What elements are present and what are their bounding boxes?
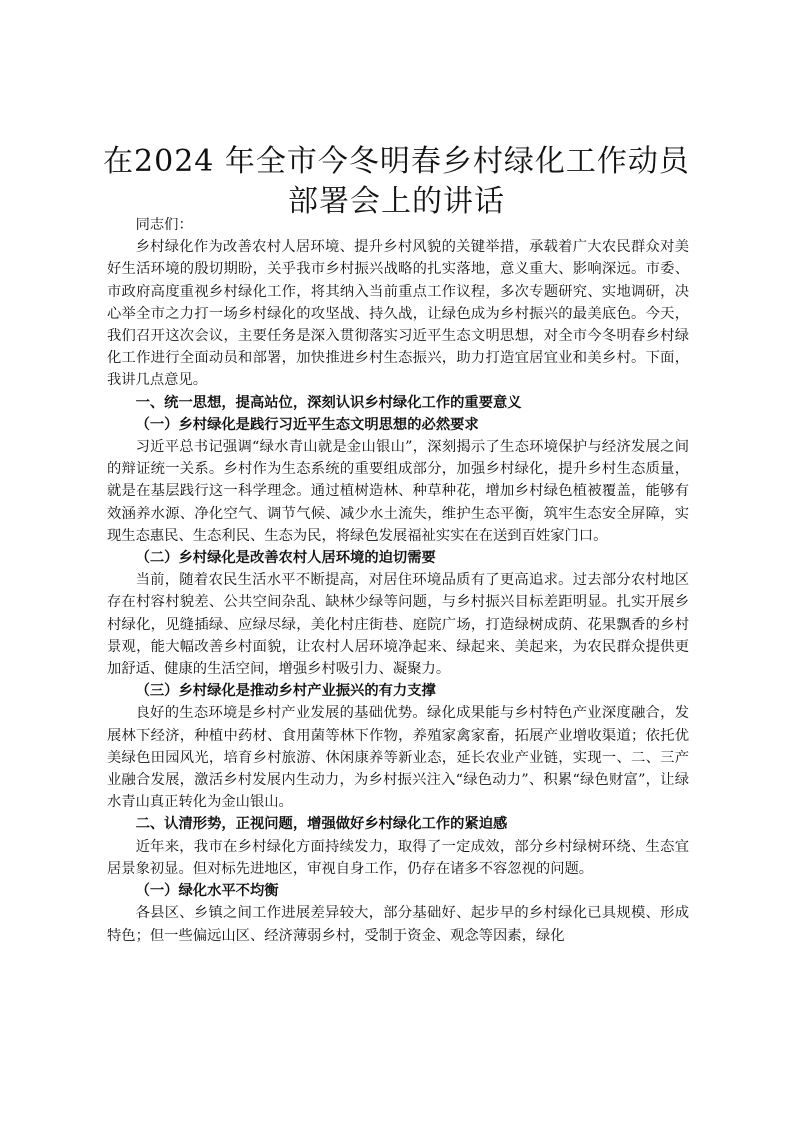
body-paragraph: 当前，随着农民生活水平不断提高，对居住环境品质有了更高追求。过去部分农村地区存在村容村貌差、公共空间杂乱、缺林少绿等问题，与乡村振兴目标差距明显。扎实开展乡村绿化，见缝插绿、应绿尽绿，美化村庄街巷、庭院广场，打造绿树成荫、花果飘香的乡村景观，能大幅改善乡村面貌，让农村人居环境净起来、绿起来、美起来，为农民群众提供更加舒适、健康的生活空间，增强乡村吸引力、凝聚力。: [107, 572, 689, 678]
body-paragraph: 良好的生态环境是乡村产业发展的基础优势。绿化成果能与乡村特色产业深度融合，发展林下经济，种植中药材、食用菌等林下作物，养殖家禽家畜，拓展产业增收渠道；依托优美绿色田园风光，培育乡村旅游、休闲康养等新业态，延长农业产业链，实现一、二、三产业融合发展，激活乡村发展内生动力，为乡村振兴注入“绿色动力”、积累“绿色财富”，让绿水青山真正转化为金山银山。: [107, 705, 689, 811]
salutation: 同志们：: [135, 217, 193, 233]
section-heading: （二）乡村绿化是改善农村人居环境的迫切需要: [135, 550, 436, 567]
body-paragraph: 各县区、乡镇之间工作进展差异较大，部分基础好、起步早的乡村绿化已具规模、形成特色；但一些偏远山区、经济薄弱乡村，受制于资金、观念等因素，绿化: [107, 905, 689, 944]
section-heading: 一、统一思想，提高站位，深刻认识乡村绿化工作的重要意义: [135, 394, 522, 411]
document-title: 在2024 年全市今冬明春乡村绿化工作动员部署会上的讲话: [103, 144, 690, 219]
section-heading: 二、认清形势，正视问题，增强做好乡村绿化工作的紧迫感: [135, 816, 508, 833]
section-heading: （三）乡村绿化是推动乡村产业振兴的有力支撑: [135, 683, 436, 700]
document-body: [107, 214, 689, 947]
body-paragraph: 近年来，我市在乡村绿化方面持续发力，取得了一定成效，部分乡村绿树环绕、生态宜居景象初显。但对标先进地区，审视自身工作，仍存在诸多不容忽视的问题。: [107, 838, 689, 877]
section-heading: （一）绿化水平不均衡: [135, 883, 279, 900]
body-paragraph: 乡村绿化作为改善农村人居环境、提升乡村风貌的关键举措，承载着广大农民群众对美好生活环境的殷切期盼，关乎我市乡村振兴战略的扎实落地，意义重大、影响深远。市委、市政府高度重视乡村绿化工作，将其纳入当前重点工作议程，多次专题研究、实地调研，决心举全市之力打一场乡村绿化的攻坚战、持久战，让绿色成为乡村振兴的最美底色。今天，我们召开这次会议，主要任务是深入贯彻落实习近平生态文明思想，对全市今冬明春乡村绿化工作进行全面动员和部署，加快推进乡村生态振兴，助力打造宜居宜业和美乡村。下面，我讲几点意见。: [107, 239, 689, 389]
section-heading: （一）乡村绿化是践行习近平生态文明思想的必然要求: [135, 416, 479, 433]
body-paragraph: 习近平总书记强调“绿水青山就是金山银山”，深刻揭示了生态环境保护与经济发展之间的辩证统一关系。乡村作为生态系统的重要组成部分，加强乡村绿化，提升乡村生态质量，就是在基层践行这一科学理念。通过植树造林、种草种花，增加乡村绿色植被覆盖，能够有效涵养水源、净化空气、调节气候、减少水土流失，维护生态平衡，筑牢生态安全屏障，实现生态惠民、生态利民、生态为民，将绿色发展福祉实实在在送到百姓家门口。: [107, 439, 689, 544]
